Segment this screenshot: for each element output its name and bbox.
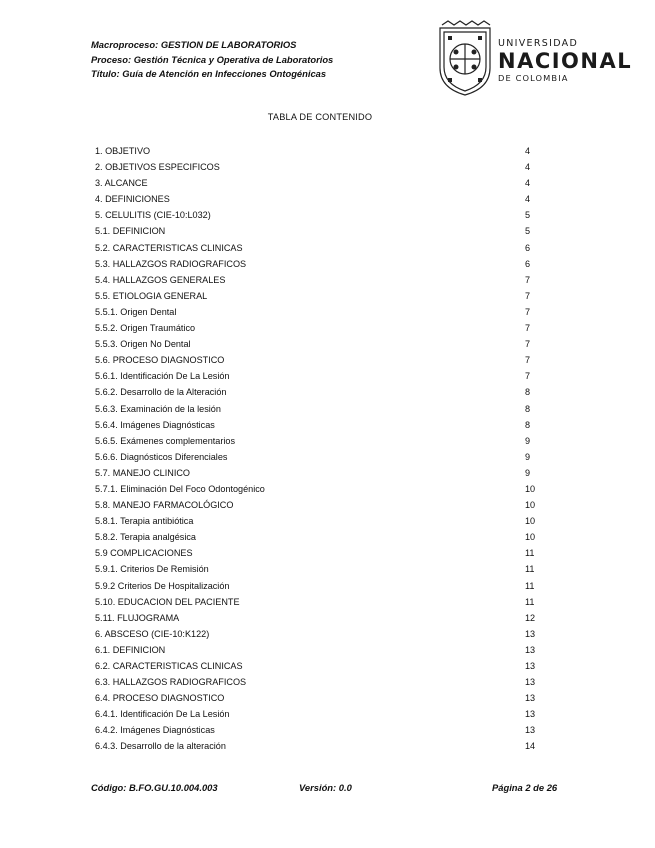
toc-entry-label: 5.5.3. Origen No Dental — [95, 339, 191, 350]
toc-entry-label: 6.1. DEFINICION — [95, 644, 166, 655]
toc-entry-label: 5.6. PROCESO DIAGNOSTICO — [95, 355, 225, 366]
toc-entry-label: 5.6.1. Identificación De La Lesión — [95, 371, 230, 382]
toc-entry-page: 7 — [525, 355, 531, 366]
toc-entry[interactable] — [95, 191, 545, 207]
toc-entry[interactable] — [95, 143, 545, 159]
toc-entry[interactable] — [95, 529, 545, 545]
toc-entry[interactable] — [95, 545, 545, 561]
toc-entry[interactable] — [95, 449, 545, 465]
toc-entry-page: 13 — [525, 644, 536, 655]
toc-entry-label: 5.9.1. Criterios De Remisión — [95, 564, 209, 575]
toc-entry[interactable] — [95, 320, 545, 336]
toc-entry-page: 4 — [525, 194, 531, 205]
toc-entry[interactable] — [95, 642, 545, 658]
toc-entry-label: 5.8.1. Terapia antibiótica — [95, 516, 194, 527]
toc-entry-label: 5.11. FLUJOGRAMA — [95, 612, 180, 623]
toc-entry-page: 13 — [525, 709, 536, 720]
toc-entry-page: 13 — [525, 661, 536, 671]
titulo-label: Título — [91, 68, 117, 79]
toc-entry[interactable] — [95, 513, 545, 529]
toc-entry[interactable] — [95, 722, 545, 738]
toc-entry-page: 9 — [525, 467, 531, 478]
toc-entry-label: 5.6.2. Desarrollo de la Alteración — [95, 387, 227, 398]
toc-entry-page: 5 — [525, 210, 531, 221]
toc-entry-label: 6.4.2. Imágenes Diagnósticas — [95, 725, 215, 736]
toc-entry-page: 9 — [525, 435, 531, 446]
toc-entry[interactable] — [95, 658, 545, 674]
toc-entry-label: 5.2. CARACTERISTICAS CLINICAS — [95, 242, 243, 253]
toc-entry[interactable] — [95, 433, 545, 449]
toc-entry-page: 4 — [525, 178, 531, 189]
toc-entry-page: 7 — [525, 274, 531, 285]
toc-entry-label: 5.5.1. Origen Dental — [95, 306, 177, 317]
toc-entry-page: 7 — [525, 339, 531, 350]
toc-entry-label: 6.2. CARACTERISTICAS CLINICAS — [95, 661, 243, 671]
toc-entry-label: 2. OBJETIVOS ESPECIFICOS — [95, 162, 220, 173]
toc-entry[interactable] — [95, 336, 545, 352]
table-of-contents — [95, 143, 545, 755]
toc-entry-label: 6. ABSCESO (CIE-10:K122) — [95, 628, 210, 639]
toc-entry[interactable] — [95, 304, 545, 320]
toc-entry[interactable] — [95, 417, 545, 433]
toc-entry-label: 5.9 COMPLICACIONES — [95, 548, 193, 559]
toc-entry-label: 5.8. MANEJO FARMACOLÓGICO — [95, 500, 234, 511]
toc-entry[interactable] — [95, 401, 545, 417]
logo-line-de-colombia: DE COLOMBIA — [498, 73, 569, 83]
toc-entry-page: 14 — [525, 741, 536, 752]
toc-entry[interactable] — [95, 384, 545, 400]
toc-entry-page: 10 — [525, 532, 536, 543]
toc-entry-page: 11 — [525, 596, 535, 607]
titulo-line — [91, 67, 333, 82]
university-logo-text — [498, 38, 632, 84]
toc-entry-page: 13 — [525, 628, 536, 639]
toc-entry[interactable] — [95, 207, 545, 223]
toc-entry[interactable] — [95, 223, 545, 239]
toc-entry-page: 11 — [525, 548, 535, 559]
toc-entry-label: 1. OBJETIVO — [95, 146, 151, 156]
toc-entry[interactable] — [95, 159, 545, 175]
toc-entry[interactable] — [95, 594, 545, 610]
toc-entry-label: 6.3. HALLAZGOS RADIOGRAFICOS — [95, 677, 247, 688]
macroproceso-value: : GESTION DE LABORATORIOS — [155, 39, 297, 50]
toc-entry-label: 5.8.2. Terapia analgésica — [95, 532, 196, 543]
logo-line-universidad: UNIVERSIDAD — [498, 38, 579, 49]
toc-entry-label: 5. CELULITIS (CIE-10:L032) — [95, 210, 211, 221]
toc-entry-page: 12 — [525, 612, 536, 623]
toc-entry-page: 7 — [525, 371, 531, 382]
footer-codigo: Código: B.FO.GU.10.004.003 — [91, 782, 218, 793]
toc-entry-page: 13 — [525, 677, 536, 688]
toc-entry-page: 11 — [525, 580, 535, 591]
toc-entry[interactable] — [95, 626, 545, 642]
proceso-line — [91, 53, 333, 68]
toc-entry-page: 8 — [525, 403, 531, 414]
footer-page-number: Página 2 de 26 — [492, 782, 558, 793]
toc-entry-page: 7 — [525, 290, 531, 301]
toc-entry[interactable] — [95, 465, 545, 481]
toc-entry-page: 7 — [525, 306, 531, 317]
macroproceso-line — [91, 38, 333, 53]
toc-entry-label: 3. ALCANCE — [95, 178, 148, 189]
macroproceso-label: Macroproceso — [91, 39, 156, 50]
toc-entry[interactable] — [95, 368, 545, 384]
toc-entry-page: 8 — [525, 419, 531, 430]
toc-entry-label: 5.4. HALLAZGOS GENERALES — [95, 274, 226, 285]
toc-entry-label: 5.7. MANEJO CLINICO — [95, 467, 191, 478]
toc-entry-label: 5.6.6. Diagnósticos Diferenciales — [95, 451, 228, 462]
toc-entry[interactable] — [95, 578, 545, 594]
toc-entry-page: 13 — [525, 693, 536, 704]
proceso-label: Proceso — [91, 53, 128, 65]
toc-entry-page: 6 — [525, 258, 531, 269]
toc-entry[interactable] — [95, 706, 545, 722]
toc-entry-page: 10 — [525, 516, 536, 527]
document-header-meta — [91, 38, 333, 82]
toc-entry-page: 11 — [525, 564, 535, 575]
toc-entry-page: 10 — [525, 483, 536, 494]
toc-entry-page: 6 — [525, 242, 531, 253]
toc-entry-page: 4 — [525, 146, 531, 156]
toc-entry-label: 6.4.3. Desarrollo de la alteración — [95, 741, 226, 752]
proceso-value: : Gestión Técnica y Operativa de Laboratorios — [128, 53, 334, 65]
toc-entry-page: 7 — [525, 323, 531, 334]
toc-entry-label: 5.7.1. Eliminación Del Foco Odontogénico — [95, 483, 265, 494]
toc-entry-label: 6.4. PROCESO DIAGNOSTICO — [95, 693, 225, 704]
toc-entry-label: 5.10. EDUCACION DEL PACIENTE — [95, 596, 240, 607]
toc-entry[interactable] — [95, 175, 545, 191]
toc-entry-label: 5.3. HALLAZGOS RADIOGRAFICOS — [95, 258, 247, 269]
toc-entry-label: 5.6.4. Imágenes Diagnósticas — [95, 419, 215, 430]
toc-entry[interactable] — [95, 288, 545, 304]
toc-title: TABLA DE CONTENIDO — [267, 112, 373, 122]
toc-entry-page: 5 — [525, 226, 531, 237]
toc-entry[interactable] — [95, 561, 545, 577]
toc-entry-label: 6.4.1. Identificación De La Lesión — [95, 709, 230, 720]
toc-entry-page: 8 — [525, 387, 531, 398]
toc-entry-label: 5.5. ETIOLOGIA GENERAL — [95, 290, 208, 301]
toc-entry[interactable] — [95, 690, 545, 706]
logo-line-nacional: NACIONAL — [498, 49, 633, 73]
toc-entry[interactable] — [95, 497, 545, 513]
toc-entry[interactable] — [95, 256, 545, 272]
toc-entry-page: 13 — [525, 725, 536, 736]
toc-entry-page: 9 — [525, 451, 531, 462]
toc-entry[interactable] — [95, 352, 545, 368]
toc-entry-label: 5.1. DEFINICION — [95, 226, 166, 237]
toc-entry[interactable] — [95, 738, 545, 754]
toc-entry[interactable] — [95, 272, 545, 288]
titulo-value: : Guía de Atención en Infecciones Ontogénicas — [116, 68, 327, 79]
toc-entry[interactable] — [95, 674, 545, 690]
toc-entry[interactable] — [95, 610, 545, 626]
toc-entry[interactable] — [95, 481, 545, 497]
toc-entry-label: 5.5.2. Origen Traumático — [95, 323, 196, 334]
toc-entry-label: 5.6.3. Examinación de la lesión — [95, 403, 221, 414]
toc-entry-page: 10 — [525, 500, 536, 511]
toc-entry-label: 5.9.2 Criterios De Hospitalización — [95, 580, 230, 591]
footer-version: Versión: 0.0 — [299, 782, 352, 793]
toc-entry-page: 4 — [525, 162, 531, 173]
toc-entry-label: 5.6.5. Exámenes complementarios — [95, 435, 236, 446]
toc-entry[interactable] — [95, 240, 545, 256]
toc-entry-label: 4. DEFINICIONES — [95, 194, 170, 205]
